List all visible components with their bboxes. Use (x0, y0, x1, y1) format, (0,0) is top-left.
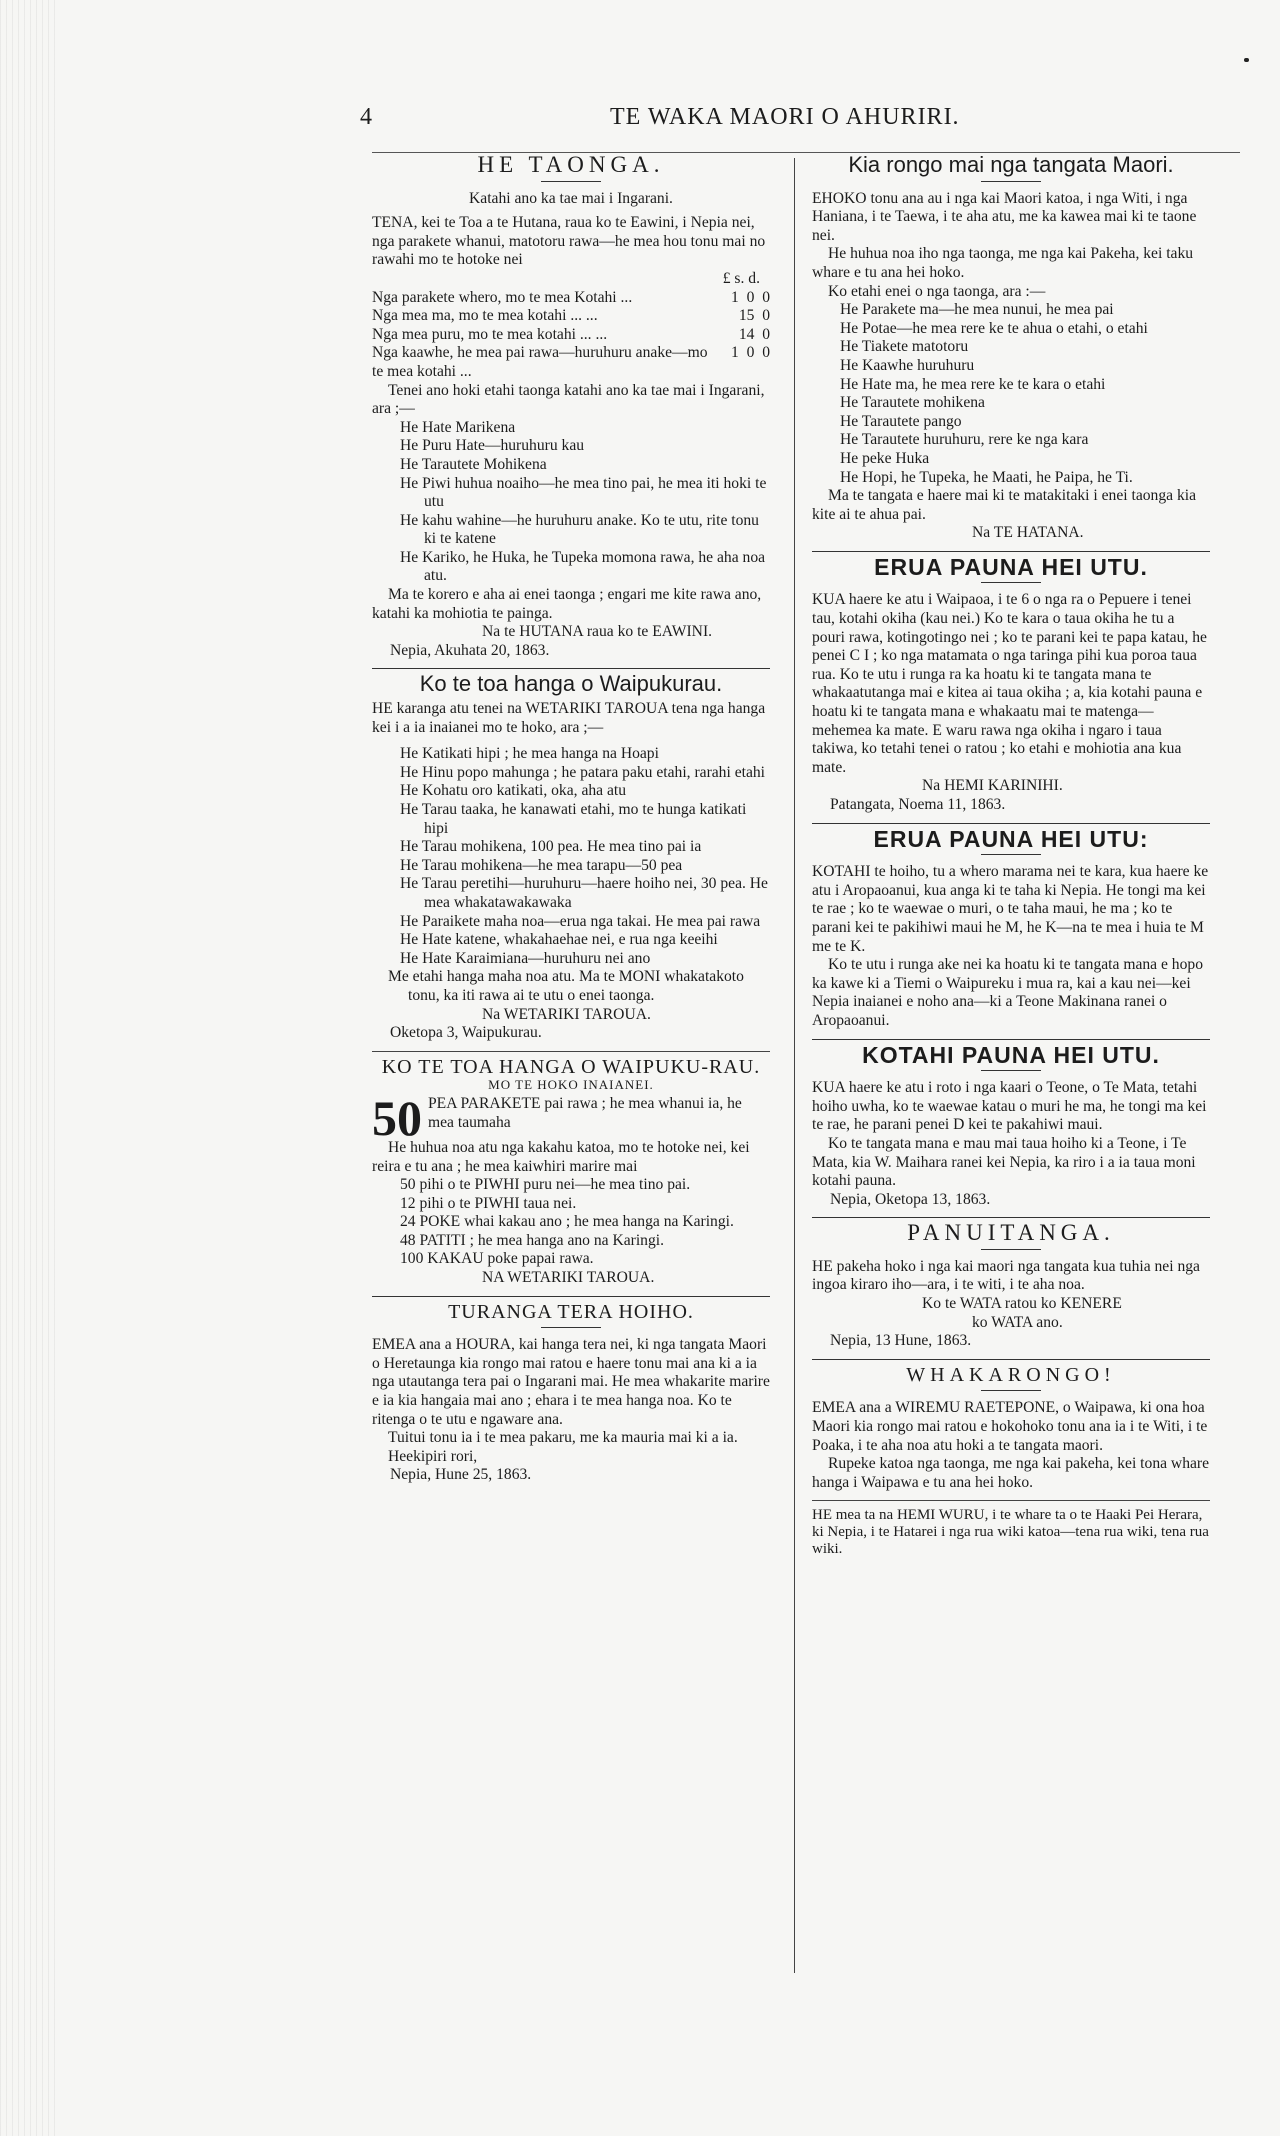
signature: Ko te WATA ratou ko KENERE (922, 1295, 1122, 1313)
signature: Na te HUTANA raua ko te EAWINI. (482, 623, 713, 641)
body-paragraph: Ko te utu i runga ake nei ka hoatu ki te tangata mana e hopo ka kawe ki a Tiemi o Waipureku i mua ra, kai a kau nei—kei Nepia inaianei e noho ana—ki a Teone Makinana ranei o Aropaoanui. (812, 956, 1203, 1029)
list-item: He Hate Marikena (400, 418, 516, 436)
list-item: He Tarautete pango (840, 412, 962, 430)
list-item: He kahu wahine—he huruhuru anake. Ko te utu, rite tonu ki te katene (400, 511, 759, 548)
list-item: He Tarau peretihi—huruhuru—haere hoiho nei, 30 pea. He mea whakatawakawaka (400, 875, 768, 911)
title-rule (981, 582, 1041, 583)
column-divider (794, 158, 795, 1973)
intro-paragraph: TENA, kei te Toa a te Hutana, raua ko te Eawini, i Nepia nei, nga parakete whanui, matotoru rawa—he mea hou tonu mai no rawahi mo te hotoke nei (372, 214, 766, 269)
body-paragraph: KUA haere ke atu i roto i nga kaari o Teone, o Te Mata, tetahi hoiho uwha, ko te waewae katau o muri he ma, he tongi ma kei te rae, he parani penei D kei te pakahiwi maui. (812, 1079, 1207, 1134)
article-he-taonga (372, 152, 770, 660)
ink-spot (1244, 58, 1249, 62)
left-column (372, 152, 770, 1485)
article-separator (372, 1051, 770, 1052)
body-paragraph: EHOKO tonu ana au i nga kai Maori katoa, i nga Witi, i nga Haniana, i te Taewa, i te aha atu, me ka kawea mai ki te taone nei. (812, 189, 1197, 244)
list-item: He Potae—he mea rere ke te ahua o etahi, o etahi (840, 319, 1148, 337)
list-item: 24 POKE whai kakau ano ; he mea hanga na Karingi. (400, 1213, 734, 1231)
lead-paragraph: 50 PEA PARAKETE pai rawa ; he mea whanui ia, he mea taumaha (372, 1089, 742, 1146)
list-item: He Parakete ma—he mea nunui, he mea pai (840, 301, 1114, 319)
list-item: He Piwi huhua noaiho—he mea tino pai, he mea iti hoki te utu (400, 474, 767, 511)
body-paragraph: He huhua noa atu nga kakahu katoa, mo te hotoke nei, kei reira e tu ana ; he mea kaiwhiri marire mai (372, 1138, 750, 1175)
article-kia-rongo (812, 152, 1210, 543)
list-item: He Tarautete huruhuru, rere ke nga kara (840, 431, 1089, 449)
more-paragraph: Tenei ano hoki etahi taonga katahi ano ka tae mai i Ingarani, ara ;— (372, 381, 765, 418)
signature-continued: ko WATA ano. (972, 1313, 1063, 1331)
body-paragraph: Ko te tangata mana e mau mai taua hoiho ki a Teone, i Te Mata, kia W. Maihara ranei kei Nepia, ka riro i a ia taua moni kotahi pauna. (812, 1134, 1196, 1190)
article-separator (812, 1359, 1210, 1360)
lead-line: Katahi ano ka tae mai i Ingarani. (469, 189, 673, 207)
signature: Na WETARIKI TAROUA. (482, 1005, 651, 1023)
article-whakarongo (812, 1363, 1210, 1493)
list-item: He Tarau mohikena—he mea tarapu—50 pea (400, 856, 683, 874)
list-item: He Hate katene, whakahaehae nei, e rua nga keeihi (400, 931, 718, 949)
right-column (812, 152, 1210, 1558)
title-rule (541, 1327, 601, 1328)
list-item: 48 PATITI ; he mea hanga ano na Karingi. (400, 1231, 665, 1249)
article-title: ERUA PAUNA HEI UTU: (873, 825, 1149, 852)
list-item: 50 pihi o te PIWHI puru nei—he mea tino pai. (400, 1176, 691, 1194)
title-rule (981, 854, 1041, 855)
list-item: He Hopi, he Tupeka, he Maati, he Paipa, he Ti. (840, 468, 1133, 486)
article-title: TURANGA TERA HOIHO. (448, 1300, 694, 1323)
article-separator (812, 551, 1210, 552)
list-item: He Tarau mohikena, 100 pea. He mea tino pai ia (400, 838, 702, 856)
list-item: He Hate ma, he mea rere ke te kara o etahi (840, 375, 1106, 393)
list-item: He peke Huka (840, 449, 930, 467)
list-item: He Hinu popo mahunga ; he patara paku etahi, rarahi etahi (400, 763, 766, 781)
article-separator (372, 1296, 770, 1297)
date-line: Oketopa 3, Waipukurau. (390, 1024, 542, 1042)
body-paragraph: KOTAHI te hoiho, tu a whero marama nei te kara, kua haere ke atu i Aropaoanui, kua anga ki te taha ki Nepia. He tongi ma kei te rae ; ko te waewae o muri, o te taha maui, he ma ; ko te parani kei te pakihiwi maui he M, he K—na te mea i huia te M me te K. (812, 863, 1209, 955)
article-separator (812, 823, 1210, 824)
closing-paragraph: Me etahi hanga maha noa atu. Ma te MONI whakatakoto tonu, ka iti rawa ai te utu o enei taonga. (388, 968, 744, 1004)
body-paragraph: Ko etahi enei o nga taonga, ara :— (828, 282, 1046, 300)
closing-paragraph: Ma te korero e aha ai enei taonga ; engari me kite rawa ano, katahi ka mohiotia te painga. (372, 586, 762, 622)
article-title: PANUITANGA. (907, 1220, 1115, 1246)
list-item: He Kaawhe huruhuru (840, 356, 975, 374)
signature: Na TE HATANA. (972, 524, 1084, 542)
date-line: Patangata, Noema 11, 1863. (830, 796, 1006, 813)
article-separator (372, 668, 770, 669)
article-panuitanga (812, 1220, 1210, 1351)
body-paragraph: KUA haere ke atu i Waipaoa, i te 6 o nga ra o Pepuere i tenei tau, kotahi okiha (kau nei.) Ko te kara o taua okiha he tu a pouri rawa, kotingotingo nei ; ko te parani kei te papa katau, he penei C I ; ko nga matamata o nga taringa pihi kua poroa taua rua. Ko te utu i runga ra ka hoatu ki te tangata mana te whakaatutanga mai e kitea ai taua okiha ; a, kia kotahi pauna e hoatu ki te tangata mana e whakaatu mai te matenga—mehemea ka mate. E waru rawa nga okiha i ngaro i taua takiwa, ko tetahi tenei o ratou ; ko etahi e mohiotia ana kua mate. (812, 591, 1207, 776)
date-line: Nepia, Oketopa 13, 1863. (830, 1190, 991, 1208)
signature: NA WETARIKI TAROUA. (482, 1269, 655, 1287)
article-waipukurau (372, 671, 770, 1042)
article-title: KOTAHI PAUNA HEI UTU. (862, 1041, 1160, 1068)
title-rule (981, 1390, 1041, 1391)
body-paragraph: Rupeke katoa nga taonga, me nga kai pakeha, kei tona whare hanga i Waipawa e tu ana hei hoko. (812, 1455, 1210, 1491)
date-line: Nepia, Akuhata 20, 1863. (390, 641, 550, 659)
page-number: 4 (360, 104, 373, 130)
list-item: He Hate Karaimiana—huruhuru nei ano (400, 949, 651, 967)
binding-edge (0, 0, 55, 2136)
price-row: Nga parakete whero, mo te mea Kotahi ... 1 0 0 (372, 288, 770, 306)
body-paragraph: EMEA ana a HOURA, kai hanga tera nei, ki nga tangata Maori o Heretaunga kia rongo mai ratou e haere tonu mai ana ki a ia nga utautanga tera pai o Ingarani mai. He mea whakarite marire e ia kia hangaia mai ano ; ehara i te mea hanga noa. Ko te ritenga o te utu e ngaware ana. (372, 1336, 770, 1428)
article-erua-pauna-2 (812, 825, 1210, 1031)
closing-paragraph: Tuitui tonu ia i te mea pakaru, me ka mauria mai ki a ia. (388, 1429, 738, 1447)
newspaper-title: TE WAKA MAORI O AHURIRI. (610, 104, 960, 130)
list-item: He Kohatu oro katikati, oka, aha atu (400, 782, 627, 800)
article-subtitle: MO TE HOKO INAIANEI. (488, 1077, 654, 1093)
body-paragraph: EMEA ana a WIREMU RAETEPONE, o Waipawa, ki ona hoa Maori kia rongo mai ratou e hokohoko tonu ana ia i te Witi, i te Poaka, i te aha noa atu hoki a te tangata maori. (812, 1399, 1208, 1454)
article-title: WHAKARONGO! (906, 1363, 1116, 1386)
signature: Heekipiri rori, (388, 1447, 478, 1465)
body-paragraph: HE pakeha hoko i nga kai maori nga tangata kua tuhia nei nga ingoa kiraro iho—ara, i te witi, i te aha noa. (812, 1257, 1200, 1294)
list-item: He Tiakete matotoru (840, 338, 969, 356)
article-title: KO TE TOA HANGA O WAIPUKU-RAU. (381, 1055, 761, 1078)
article-turanga (372, 1300, 770, 1485)
title-rule (981, 1249, 1041, 1250)
title-rule (981, 1070, 1041, 1071)
signature: Na HEMI KARINIHI. (922, 777, 1063, 795)
article-title: HE TAONGA. (477, 152, 665, 177)
list-item: He Katikati hipi ; he mea hanga na Hoapi (400, 745, 659, 763)
price-row: Nga mea puru, mo te mea kotahi ... ... 14 0 (372, 325, 770, 343)
article-toa-hanga (372, 1055, 770, 1288)
date-line: Nepia, Hune 25, 1863. (390, 1466, 532, 1484)
body-paragraph: He huhua noa iho nga taonga, me nga kai Pakeha, kei taku whare e tu ana hei hoko. (812, 245, 1194, 281)
list-item: 100 KAKAU poke papai rawa. (400, 1250, 594, 1268)
article-title: Ko te toa hanga o Waipukurau. (419, 671, 723, 697)
article-kotahi-pauna (812, 1041, 1210, 1210)
article-separator (812, 1039, 1210, 1040)
date-line: Nepia, 13 Hune, 1863. (830, 1332, 972, 1350)
price-row: Nga mea ma, mo te mea kotahi ... ... 15 0 (372, 307, 770, 325)
article-title: Kia rongo mai nga tangata Maori. (848, 152, 1174, 177)
title-rule (541, 181, 601, 182)
printer-imprint: HE mea ta na HEMI WURU, i te whare ta o te Haaki Pei Herara, ki Nepia, i te Hatarei i nga rua wiki katoa—tena rua wiki, tena rua wiki. (812, 1507, 1209, 1558)
article-separator (812, 1217, 1210, 1218)
title-rule (981, 181, 1041, 182)
intro-paragraph: HE karanga atu tenei na WETARIKI TAROUA tena nga hanga kei i a ia inaianei mo te hoko, ara ;— (372, 700, 766, 736)
currency-header: £ s. d. (722, 269, 760, 287)
article-erua-pauna-1 (812, 553, 1210, 815)
closing-paragraph: Ma te tangata e haere mai ki te matakitaki i enei taonga kia kite ai te ahua pai. (812, 487, 1197, 523)
article-separator (812, 1500, 1210, 1501)
list-item: He Tarautete mohikena (840, 394, 985, 412)
lead-number: 50 (372, 1089, 422, 1146)
list-item: He Kariko, he Huka, he Tupeka momona rawa, he aha noa atu. (400, 548, 766, 585)
price-row: Nga kaawhe, he mea pai rawa—huruhuru anake—mo te mea kotahi ... 1 0 0 (372, 344, 770, 380)
article-title: ERUA PAUNA HEI UTU. (874, 553, 1148, 580)
list-item: He Tarautete Mohikena (400, 455, 547, 473)
list-item: He Tarau taaka, he kanawati etahi, mo te hunga katikati hipi (400, 801, 747, 837)
list-item: He Paraikete maha noa—erua nga takai. He mea pai rawa (400, 912, 761, 930)
list-item: 12 pihi o te PIWHI taua nei. (400, 1194, 577, 1212)
list-item: He Puru Hate—huruhuru kau (400, 437, 585, 455)
